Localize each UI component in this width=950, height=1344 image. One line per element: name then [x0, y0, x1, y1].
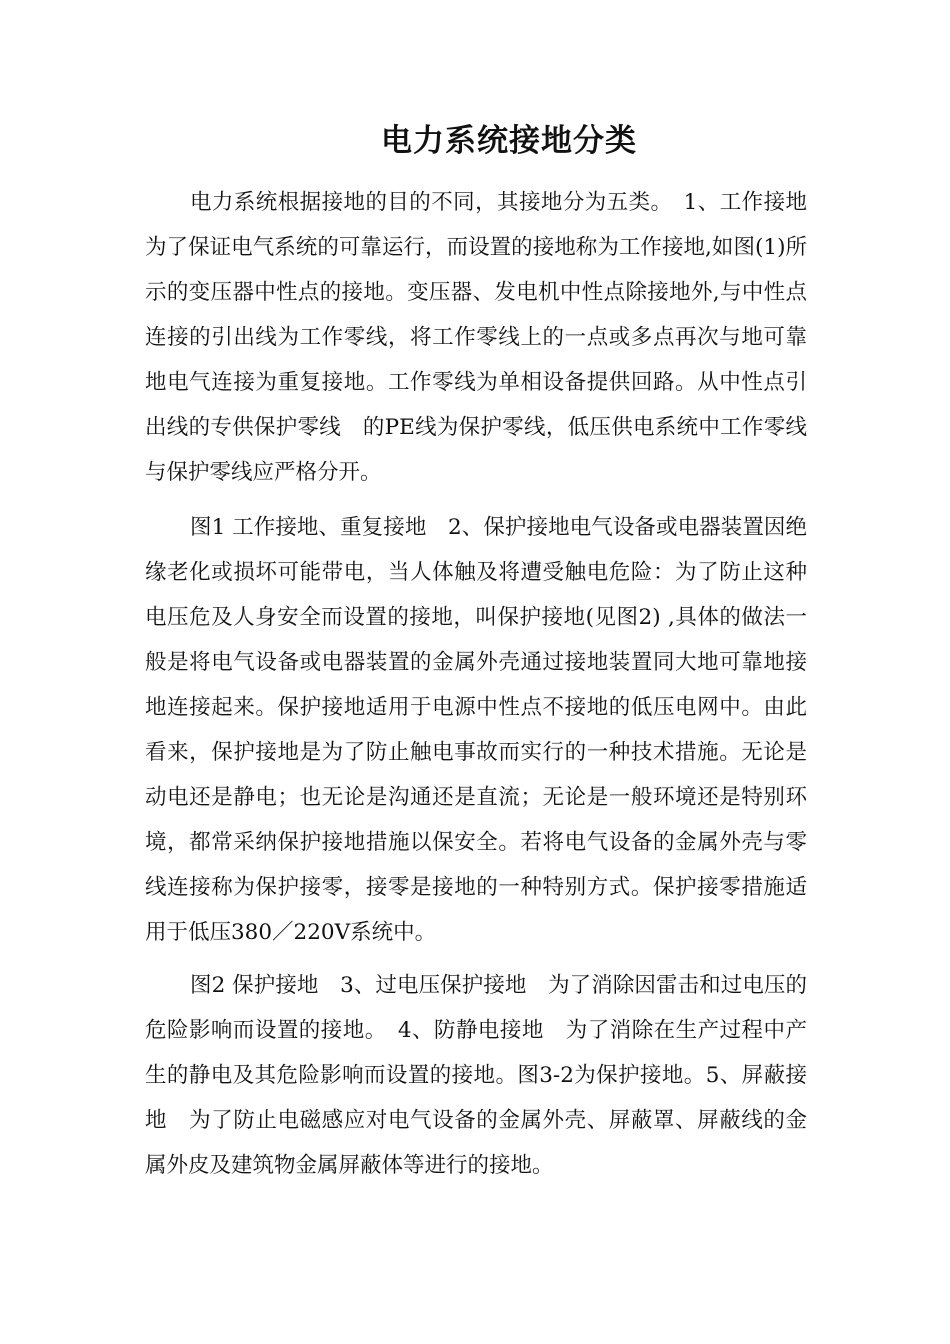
paragraph-protective-grounding: 图1 工作接地、重复接地 2、保护接地电气设备或电器装置因绝缘老化或损坏可能带电，当人体触及将遭受触电危险：为了防止这种电压危及人身安全而设置的接地，叫保护接地(见图2) ,具体的做法一般是将电气设备或电器装置的金属外壳通过接地装置同大地可靠地接地连接起来。保护接地适用于电源中性点不接地的低压电网中。由此看来，保护接地是为了防止触电事故而实行的一种技术措施。无论是动电还是静电；也无论是沟通还是直流；无论是一般环境还是特别环境，都常采纳保护接地措施以保安全。若将电气设备的金属外壳与零线连接称为保护接零，接零是接地的一种特别方式。保护接零措施适用于低压380／220V系统中。	[145, 515, 807, 945]
document-title: 电力系统接地分类	[381, 123, 637, 159]
paragraph-working-grounding: 电力系统根据接地的目的不同，其接地分为五类。 1、工作接地为了保证电气系统的可靠运行，而设置的接地称为工作接地,如图(1)所示的变压器中性点的接地。变压器、发电机中性点除接地外,与中性点连接的引出线为工作零线，将工作零线上的一点或多点再次与地可靠地电气连接为重复接地。工作零线为单相设备提供回路。从中性点引出线的专供保护零线 的PE线为保护零线，低压供电系统中工作零线与保护零线应严格分开。	[145, 190, 807, 485]
paragraph-other-grounding: 图2 保护接地 3、过电压保护接地 为了消除因雷击和过电压的危险影响而设置的接地。 4、防静电接地 为了消除在生产过程中产生的静电及其危险影响而设置的接地。图3-2为保护接地。5、屏蔽接地 为了防止电磁感应对电气设备的金属外壳、屏蔽罩、屏蔽线的金属外皮及建筑物金属屏蔽体等进行的接地。	[145, 973, 807, 1178]
